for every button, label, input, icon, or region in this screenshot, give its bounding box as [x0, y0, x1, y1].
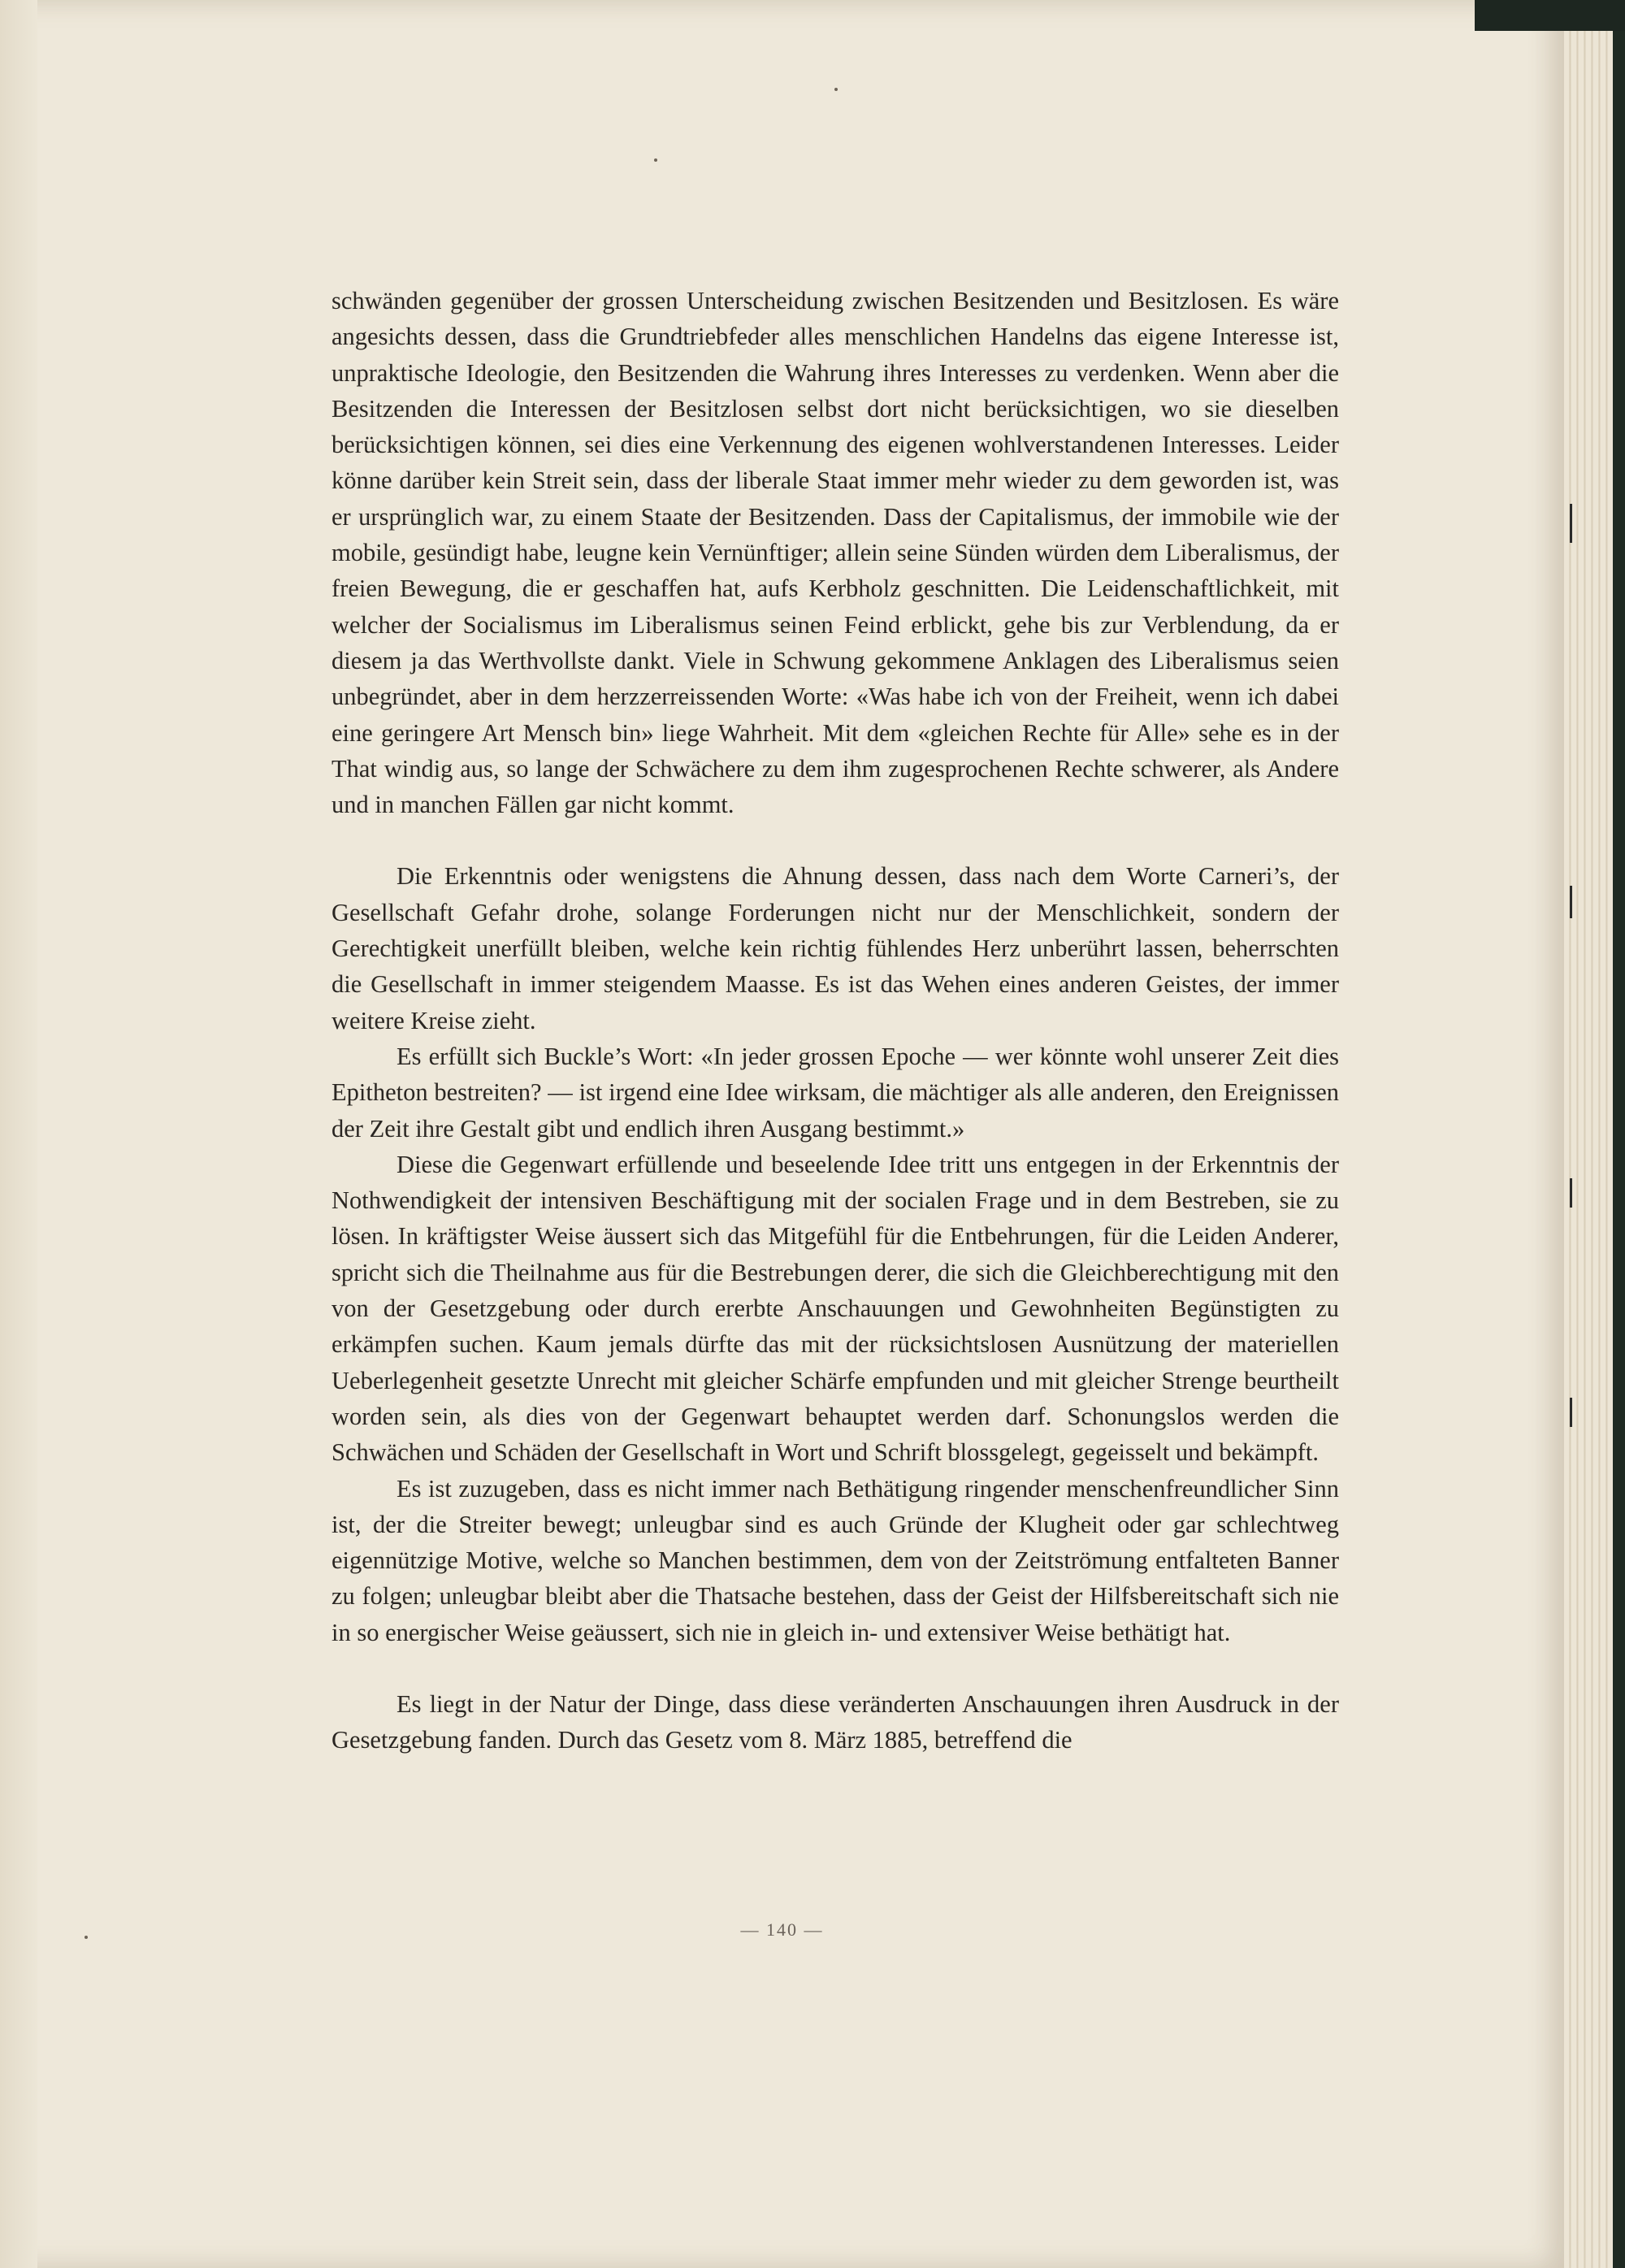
body-text — [332, 283, 1339, 1758]
edge-mark — [1570, 1398, 1572, 1427]
paper-speck — [834, 88, 838, 91]
edge-mark — [1570, 504, 1572, 543]
edge-mark — [1570, 886, 1572, 918]
paragraph: Diese die Gegenwart erfüllende und beseelende Idee tritt uns entgegen in der Erkenntnis der Nothwendigkeit der intensiven Beschäftigung mit der socialen Frage und in dem Bestreben, sie zu lösen. In kräftigster Weise äussert sich das Mitgefühl für die Entbehrungen, für die Leiden Anderer, spricht sich die Theilnahme aus für die Bestrebungen derer, die sich die Gleichberechtigung mit den von der Gesetzgebung oder durch ererbte Anschauungen und Gewohnheiten Begünstigten zu erkämpfen suchen. Kaum jemals dürfte das mit der rücksichtslosen Ausnützung der materiellen Ueberlegenheit gesetzte Unrecht mit gleicher Schärfe empfunden und mit gleicher Strenge beurtheilt worden sein, als dies von der Gegenwart behauptet werden darf. Schonungslos werden die Schwächen und Schäden der Gesellschaft in Wort und Schrift blossgelegt, gegeisselt und bekämpft. — [332, 1150, 1339, 1467]
paragraph: Es ist zuzugeben, dass es nicht immer nach Bethätigung ringender menschenfreundlicher Sinn ist, der die Streiter bewegt; unleugbar sind es auch Gründe der Klugheit oder gar schlechtweg eigennützige Motive, welche so Manchen bestimmen, dem von der Zeitströmung entfalteten Banner zu folgen; unleugbar bleibt aber die Thatsache bestehen, dass der Geist der Hilfsbereitschaft sich nie in so energischer Weise geäussert, sich nie in gleich in- und extensiver Weise bethätigt hat. — [332, 1474, 1339, 1646]
top-right-corner-background — [1475, 0, 1625, 31]
paragraph: Die Erkenntnis oder wenigstens die Ahnung dessen, dass nach dem Worte Carneri’s, der Gesellschaft Gefahr drohe, solange Forderungen nicht nur der Menschlichkeit, sondern der Gerechtigkeit unerfüllt bleiben, welche kein richtig fühlendes Herz unberührt lassen, beherrschten die Gesellschaft in immer steigendem Maasse. Es ist das Wehen eines anderen Geistes, der immer weitere Kreise zieht. — [332, 862, 1339, 1034]
paragraph: Es erfüllt sich Buckle’s Wort: «In jeder grossen Epoche — wer könnte wohl unserer Zeit dies Epitheton bestreiten? — ist irgend eine Idee wirksam, die mächtiger als alle anderen, den Ereignissen der Zeit ihre Gestalt gibt und endlich ihren Ausgang bestimmt.» — [332, 1042, 1339, 1143]
book-edge-background — [1613, 0, 1625, 2268]
page-number: — 140 — — [740, 1919, 824, 1940]
edge-mark — [1570, 1178, 1572, 1208]
paragraph: Es liegt in der Natur der Dinge, dass diese veränderten Anschauungen ihren Ausdruck in der Gesetzgebung fanden. Durch das Gesetz vom 8. März 1885, betreffend die — [332, 1689, 1339, 1754]
paragraph: schwänden gegenüber der grossen Unterscheidung zwischen Besitzenden und Besitzlosen. Es wäre angesichts dessen, dass die Grundtriebfeder alles menschlichen Handelns das eigene Interesse ist, unpraktische Ideologie, den Besitzenden die Wahrung ihres Interesses zu verdenken. Wenn aber die Besitzenden die Interessen der Besitzlosen selbst dort nicht berücksichtigen, wo sie dieselben berücksichtigen können, sei dies eine Verkennung des eigenen wohlverstandenen Interesses. Leider könne darüber kein Streit sein, dass der liberale Staat immer mehr wieder zu dem geworden ist, was er ursprünglich war, zu einem Staate der Besitzenden. Dass der Capitalismus, der immobile wie der mobile, gesündigt habe, leugne kein Vernünftiger; allein seine Sünden würden dem Liberalismus, der freien Bewegung, die er geschaffen hat, aufs Kerbholz geschnitten. Die Leidenschaftlichkeit, mit welcher der Socialismus im Liberalismus seinen Feind erblickt, gehe bis zur Verblendung, da er diesem ja das Werthvollste dankt. Viele in Schwung gekommene Anklagen des Liberalismus seien unbegründet, aber in dem herzzerreissenden Worte: «Was habe ich von der Freiheit, wenn ich dabei eine geringere Art Mensch bin» liege Wahrheit. Mit dem «gleichen Rechte für Alle» sehe es in der That windig aus, so lange der Schwächere zu dem ihm zugesprochenen Rechte schwerer, als Andere und in manchen Fällen gar nicht kommt. — [332, 287, 1339, 819]
paragraph-gap — [332, 1650, 1339, 1686]
paragraph-gap — [332, 822, 1339, 858]
paper-speck — [654, 158, 657, 162]
